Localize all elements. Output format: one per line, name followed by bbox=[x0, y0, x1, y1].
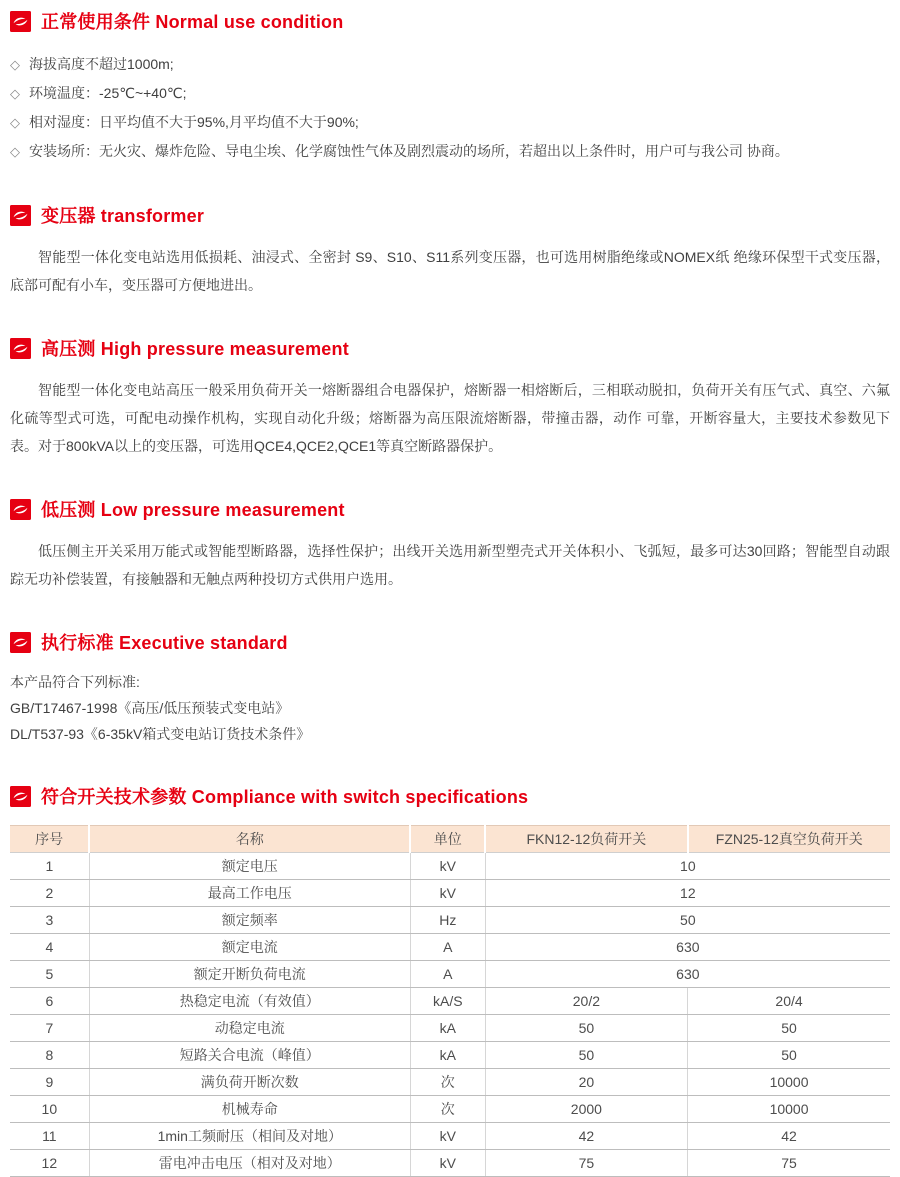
cell-name: 短路关合电流（峰值） bbox=[89, 1042, 410, 1069]
condition-text: 相对湿度：日平均值不大于95%,月平均值不大于90%; bbox=[29, 114, 359, 130]
cell-shared-value: 630 bbox=[485, 934, 890, 961]
cell-index: 11 bbox=[10, 1123, 89, 1150]
col-header-index: 序号 bbox=[10, 826, 89, 853]
diamond-bullet-icon: ◇ bbox=[10, 86, 20, 101]
cell-unit: kV bbox=[410, 1123, 485, 1150]
standard-line: GB/T17467-1998《高压/低压预装式变电站》 bbox=[10, 700, 290, 716]
table-row bbox=[10, 853, 890, 880]
cell-index: 8 bbox=[10, 1042, 89, 1069]
table-row bbox=[10, 1096, 890, 1123]
normal-use-conditions-list bbox=[10, 50, 890, 166]
col-header-unit: 单位 bbox=[410, 826, 485, 853]
section-header-normal-use bbox=[10, 8, 890, 34]
brand-swirl-icon bbox=[10, 786, 31, 807]
col-header-name: 名称 bbox=[89, 826, 410, 853]
cell-name: 满负荷开断次数 bbox=[89, 1069, 410, 1096]
cell-shared-value: 50 bbox=[485, 907, 890, 934]
cell-fkn12-value: 2000 bbox=[485, 1096, 687, 1123]
cell-fzn25-value: 75 bbox=[688, 1150, 890, 1177]
specs-table-header-row bbox=[10, 826, 890, 853]
cell-fzn25-value: 20/4 bbox=[688, 988, 890, 1015]
section-title-low-pressure: 低压测 Low pressure measurement bbox=[41, 500, 345, 520]
col-header-fzn25: FZN25-12真空负荷开关 bbox=[688, 826, 890, 853]
cell-unit: 次 bbox=[410, 1096, 485, 1123]
cell-unit: Hz bbox=[410, 907, 485, 934]
section-header-switch-specs bbox=[10, 783, 890, 809]
table-row bbox=[10, 1150, 890, 1177]
cell-name: 最高工作电压 bbox=[89, 880, 410, 907]
condition-text: 环境温度：-25℃~+40℃; bbox=[29, 85, 187, 101]
cell-name: 雷电冲击电压（相对及对地） bbox=[89, 1150, 410, 1177]
standard-line: DL/T537-93《6-35kV箱式变电站订货技术条件》 bbox=[10, 726, 311, 742]
cell-index: 1 bbox=[10, 853, 89, 880]
transformer-paragraph: 智能型一体化变电站选用低损耗、油浸式、全密封 S9、S10、S11系列变压器，也可选用树脂绝缘或NOMEX纸 绝缘环保型干式变压器，底部可配有小车，变压器可方便地进出。 bbox=[10, 249, 890, 293]
cell-fzn25-value: 42 bbox=[688, 1123, 890, 1150]
standard-line: 本产品符合下列标准: bbox=[10, 674, 140, 690]
section-title-switch-specs: 符合开关技术参数 Compliance with switch specifications bbox=[41, 787, 529, 807]
table-row bbox=[10, 934, 890, 961]
cell-name: 额定开断负荷电流 bbox=[89, 961, 410, 988]
cell-fkn12-value: 50 bbox=[485, 1042, 687, 1069]
cell-fzn25-value: 50 bbox=[688, 1042, 890, 1069]
section-title-high-pressure: 高压测 High pressure measurement bbox=[41, 339, 349, 359]
brand-swirl-icon bbox=[10, 338, 31, 359]
cell-fkn12-value: 20/2 bbox=[485, 988, 687, 1015]
cell-unit: kA bbox=[410, 1015, 485, 1042]
specs-table-body bbox=[10, 853, 890, 1177]
condition-text: 海拔高度不超过1000m; bbox=[29, 56, 174, 72]
cell-fzn25-value: 10000 bbox=[688, 1096, 890, 1123]
cell-unit: kV bbox=[410, 853, 485, 880]
cell-name: 机械寿命 bbox=[89, 1096, 410, 1123]
section-title-executive-standard: 执行标准 Executive standard bbox=[41, 633, 288, 653]
condition-item bbox=[10, 137, 890, 166]
section-title-normal-use: 正常使用条件 Normal use condition bbox=[41, 12, 344, 32]
table-row bbox=[10, 880, 890, 907]
high-pressure-paragraph: 智能型一体化变电站高压一般采用负荷开关一熔断器组合电器保护，熔断器一相熔断后，三相联动脱扣，负荷开关有压气式、真空、六氟化硫等型式可选，可配电动操作机构，实现自动化升级；熔断器为高压限流熔断器，带撞击器，动作 可靠，开断容量大，主要技术参数见下表。对于800kVA以上的变压器，可选用QCE4,QCE2,QCE1等真空断路器保护。 bbox=[10, 382, 890, 454]
table-row bbox=[10, 1042, 890, 1069]
cell-unit: A bbox=[410, 961, 485, 988]
cell-index: 10 bbox=[10, 1096, 89, 1123]
cell-shared-value: 630 bbox=[485, 961, 890, 988]
cell-unit: kV bbox=[410, 1150, 485, 1177]
cell-index: 9 bbox=[10, 1069, 89, 1096]
executive-standard-lines bbox=[10, 669, 890, 747]
col-header-fkn12: FKN12-12负荷开关 bbox=[485, 826, 687, 853]
low-pressure-paragraph: 低压侧主开关采用万能式或智能型断路器，选择性保护；出线开关选用新型塑壳式开关体积小、飞弧短，最多可达30回路；智能型自动跟踪无功补偿装置，有接触器和无触点两种投切方式供用户选用。 bbox=[10, 543, 890, 587]
table-row bbox=[10, 1015, 890, 1042]
cell-index: 2 bbox=[10, 880, 89, 907]
condition-item bbox=[10, 108, 890, 137]
cell-unit: kA/S bbox=[410, 988, 485, 1015]
cell-index: 6 bbox=[10, 988, 89, 1015]
diamond-bullet-icon: ◇ bbox=[10, 115, 20, 130]
table-row bbox=[10, 961, 890, 988]
brand-swirl-icon bbox=[10, 632, 31, 653]
condition-item bbox=[10, 79, 890, 108]
cell-name: 额定电压 bbox=[89, 853, 410, 880]
table-row bbox=[10, 907, 890, 934]
cell-name: 额定频率 bbox=[89, 907, 410, 934]
cell-name: 1min工频耐压（相间及对地） bbox=[89, 1123, 410, 1150]
cell-fkn12-value: 20 bbox=[485, 1069, 687, 1096]
section-title-transformer: 变压器 transformer bbox=[41, 206, 205, 226]
cell-fkn12-value: 50 bbox=[485, 1015, 687, 1042]
diamond-bullet-icon: ◇ bbox=[10, 144, 20, 159]
cell-unit: kV bbox=[410, 880, 485, 907]
condition-item bbox=[10, 50, 890, 79]
cell-unit: A bbox=[410, 934, 485, 961]
switch-specs-table bbox=[10, 825, 890, 1177]
brand-swirl-icon bbox=[10, 205, 31, 226]
cell-index: 12 bbox=[10, 1150, 89, 1177]
cell-index: 4 bbox=[10, 934, 89, 961]
cell-index: 5 bbox=[10, 961, 89, 988]
cell-name: 动稳定电流 bbox=[89, 1015, 410, 1042]
brand-swirl-icon bbox=[10, 499, 31, 520]
cell-shared-value: 10 bbox=[485, 853, 890, 880]
section-header-executive-standard bbox=[10, 629, 890, 655]
table-row bbox=[10, 988, 890, 1015]
cell-fzn25-value: 10000 bbox=[688, 1069, 890, 1096]
cell-index: 7 bbox=[10, 1015, 89, 1042]
cell-name: 额定电流 bbox=[89, 934, 410, 961]
cell-fkn12-value: 42 bbox=[485, 1123, 687, 1150]
condition-text: 安装场所：无火灾、爆炸危险、导电尘埃、化学腐蚀性气体及剧烈震动的场所，若超出以上条件时，用户可与我公司 协商。 bbox=[29, 143, 789, 159]
section-header-transformer bbox=[10, 202, 890, 228]
cell-name: 热稳定电流（有效值） bbox=[89, 988, 410, 1015]
cell-index: 3 bbox=[10, 907, 89, 934]
section-header-high-pressure bbox=[10, 335, 890, 361]
diamond-bullet-icon: ◇ bbox=[10, 57, 20, 72]
brand-swirl-icon bbox=[10, 11, 31, 32]
section-header-low-pressure bbox=[10, 496, 890, 522]
table-row bbox=[10, 1069, 890, 1096]
cell-unit: 次 bbox=[410, 1069, 485, 1096]
table-row bbox=[10, 1123, 890, 1150]
cell-fzn25-value: 50 bbox=[688, 1015, 890, 1042]
cell-unit: kA bbox=[410, 1042, 485, 1069]
cell-fkn12-value: 75 bbox=[485, 1150, 687, 1177]
cell-shared-value: 12 bbox=[485, 880, 890, 907]
